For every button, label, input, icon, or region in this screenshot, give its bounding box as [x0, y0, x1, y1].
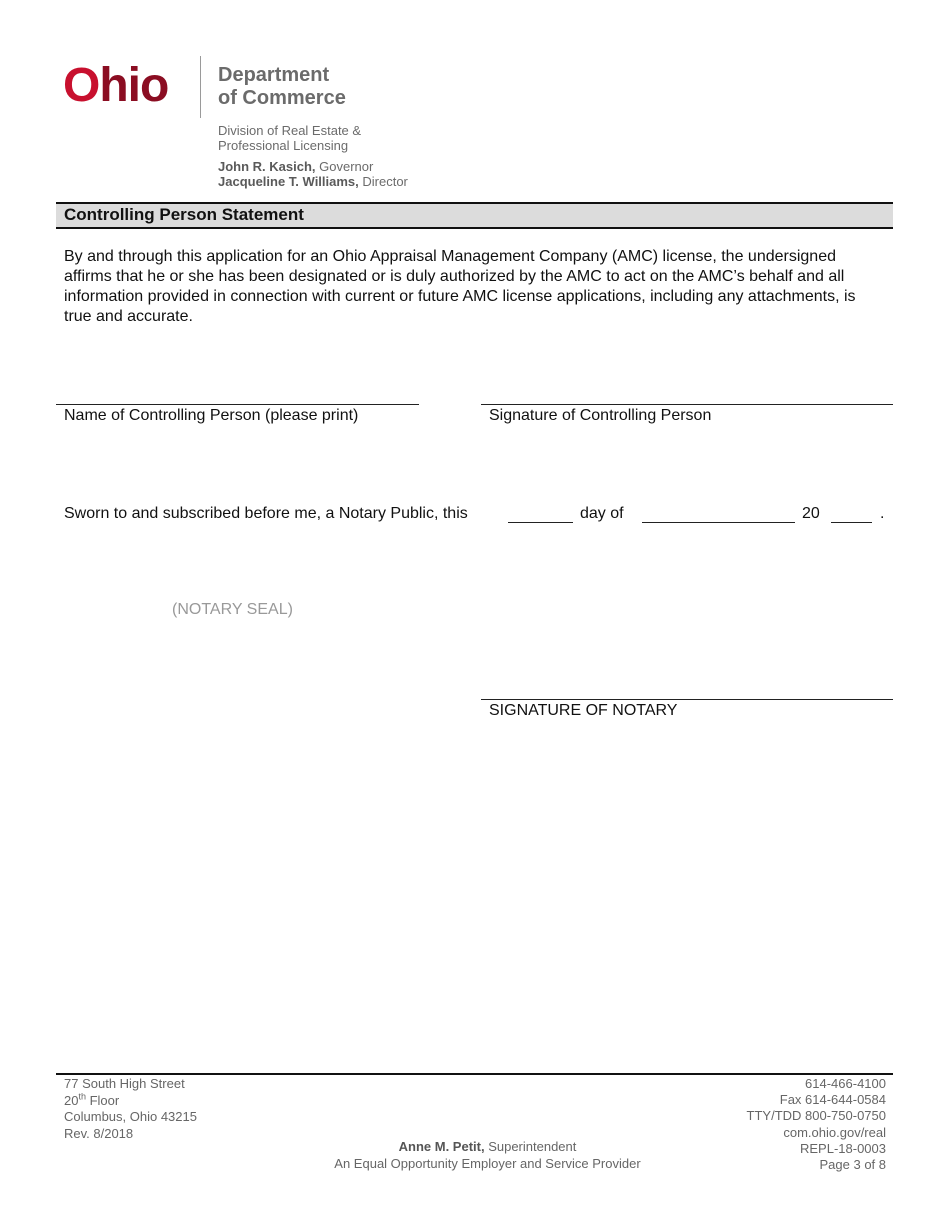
department-line-2: of Commerce [218, 87, 346, 109]
governor [218, 159, 408, 174]
address-line-3: Columbus, Ohio 43215 [64, 1109, 197, 1124]
officials [218, 159, 408, 189]
footer-address [64, 1076, 197, 1142]
day-blank[interactable] [508, 522, 573, 523]
notary-seal-placeholder: (NOTARY SEAL) [172, 601, 293, 618]
governor-title: Governor [315, 159, 374, 174]
sworn-period: . [880, 505, 885, 522]
month-blank[interactable] [642, 522, 795, 523]
website-link[interactable]: com.ohio.gov/real [783, 1124, 886, 1140]
logo-hio: hio [99, 59, 169, 112]
sworn-text: Sworn to and subscribed before me, a Notary Public, this [64, 505, 468, 522]
floor-number: 20 [64, 1092, 79, 1108]
address-line-1: 77 South High Street [64, 1076, 185, 1091]
notary-signature-line[interactable] [481, 699, 893, 700]
section-title: Controlling Person Statement [64, 205, 304, 224]
day-of-label: day of [580, 505, 624, 522]
director-name: Jacqueline T. Williams, [218, 174, 359, 189]
logo-o: O [63, 59, 100, 112]
address-line-2 [64, 1093, 197, 1110]
department-name [218, 64, 346, 110]
notary-signature-label: SIGNATURE OF NOTARY [489, 702, 678, 719]
ohio-logo [63, 58, 168, 114]
eeo-statement: An Equal Opportunity Employer and Service Provider [334, 1155, 641, 1171]
phone: 614-466-4100 [805, 1076, 886, 1091]
superintendent-title: Superintendent [484, 1139, 577, 1154]
year-prefix: 20 [802, 505, 820, 522]
page-number: Page 3 of 8 [819, 1157, 886, 1173]
superintendent-name: Anne M. Petit, [398, 1139, 485, 1154]
department-line-1: Department [218, 64, 330, 86]
signature-label: Signature of Controlling Person [489, 407, 712, 424]
name-signature-line[interactable] [56, 404, 419, 405]
footer-contact [586, 1076, 886, 1173]
fax: Fax 614-644-0584 [779, 1092, 886, 1108]
division-name [218, 123, 361, 153]
revision: Rev. 8/2018 [64, 1125, 134, 1141]
year-blank[interactable] [831, 522, 872, 523]
tty: TTY/TDD 800-750-0750 [746, 1108, 886, 1124]
director [218, 174, 408, 189]
division-line-1: Division of Real Estate & [218, 123, 362, 138]
division-line-2: Professional Licensing [218, 138, 349, 153]
director-title: Director [358, 174, 408, 189]
governor-name: John R. Kasich, [218, 159, 316, 174]
floor-word: Floor [85, 1092, 120, 1108]
form-id: REPL-18-0003 [800, 1140, 886, 1156]
floor-suffix: th [78, 1091, 86, 1102]
logo-divider [200, 56, 201, 118]
name-label: Name of Controlling Person (please print) [64, 407, 359, 424]
affirmation-statement: By and through this application for an Ohio Appraisal Management Company (AMC) license, the undersigned affirms that he or she has been designated or is duly authorized by the AMC to act on the AMC’s behalf and all information provided in connection with current or future AMC license applications, including any attachments, is true and accurate. [64, 248, 856, 325]
footer-rule [56, 1073, 893, 1075]
controlling-signature-line[interactable] [481, 404, 893, 405]
